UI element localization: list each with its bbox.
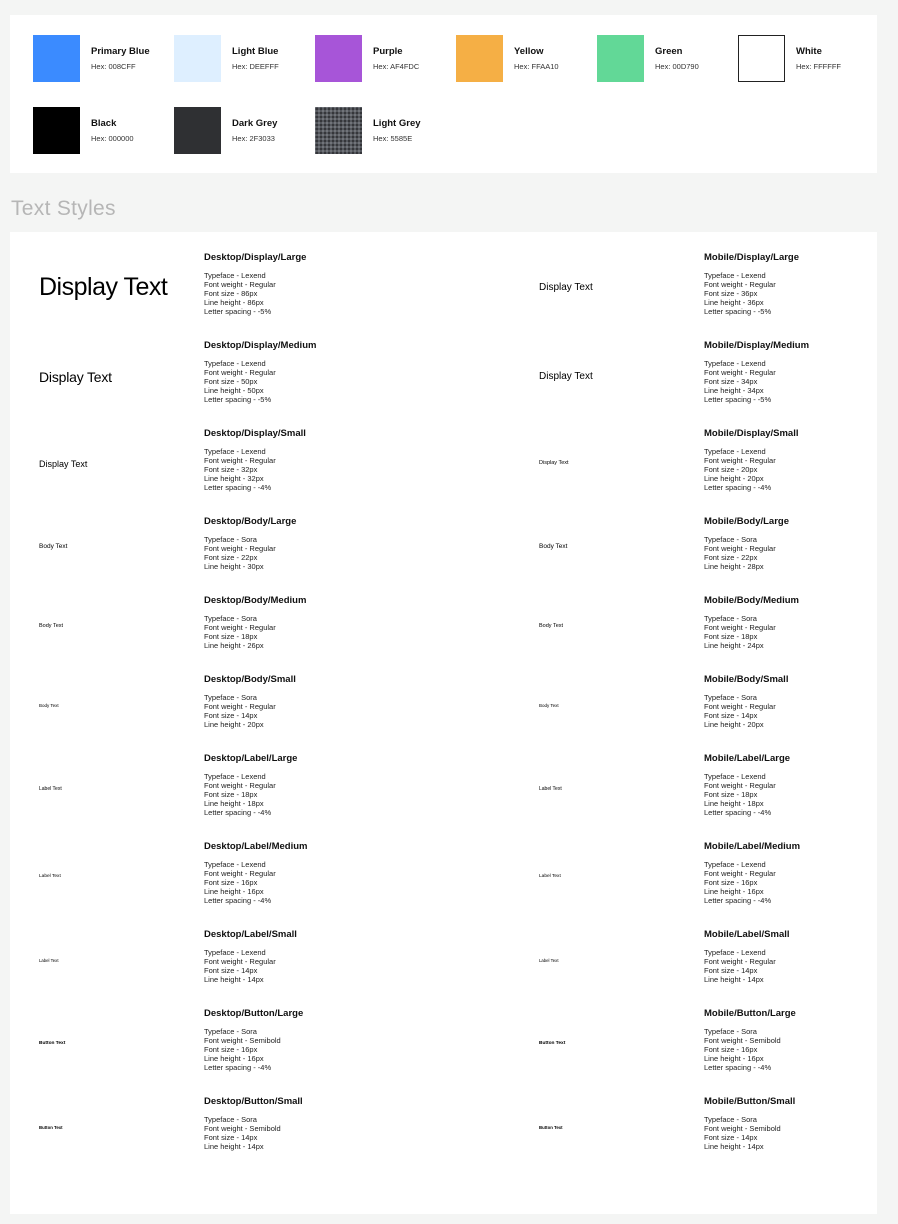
style-name: Mobile/Button/Large (704, 1008, 796, 1019)
desktop-sample-text: Display Text (39, 459, 88, 469)
color-swatch-light-grey (315, 107, 445, 154)
style-spec-line: Font size - 14px (204, 1133, 258, 1142)
style-spec-line: Font weight - Regular (204, 544, 276, 553)
style-name: Mobile/Label/Small (704, 929, 790, 940)
style-name: Desktop/Display/Large (204, 252, 307, 263)
mobile-style-spec (704, 841, 874, 905)
style-spec-line: Font size - 16px (204, 878, 258, 887)
style-spec-line: Letter spacing - -4% (204, 896, 272, 905)
style-name: Mobile/Body/Medium (704, 595, 799, 606)
color-name: Primary Blue (91, 46, 150, 57)
color-swatch-light-blue (174, 35, 304, 82)
style-name: Desktop/Display/Medium (204, 340, 317, 351)
desktop-style-spec (204, 1096, 374, 1151)
style-spec-line: Letter spacing - -4% (204, 483, 272, 492)
style-spec-line: Font size - 16px (204, 1045, 258, 1054)
style-spec-line: Font weight - Regular (704, 368, 776, 377)
style-spec-line: Line height - 30px (204, 562, 264, 571)
desktop-sample-text: Button Text (39, 1041, 66, 1046)
desktop-sample-text: Label Text (39, 786, 62, 792)
mobile-sample-text: Display Text (539, 282, 593, 293)
desktop-style-spec (204, 841, 374, 905)
style-spec-line: Font weight - Regular (704, 623, 776, 632)
style-spec-line: Typeface - Lexend (204, 271, 266, 280)
style-spec-line: Font size - 14px (204, 711, 258, 720)
style-name: Desktop/Button/Small (204, 1096, 303, 1107)
style-spec-line: Letter spacing - -5% (204, 307, 272, 316)
style-name: Desktop/Button/Large (204, 1008, 304, 1019)
style-spec-line: Typeface - Lexend (204, 359, 266, 368)
style-spec-line: Font size - 14px (704, 966, 758, 975)
desktop-sample-text: Label Text (39, 874, 61, 879)
style-spec-line: Line height - 14px (204, 975, 264, 984)
desktop-style-spec (204, 595, 374, 650)
desktop-style-spec (204, 674, 374, 729)
style-spec-line: Line height - 16px (704, 887, 764, 896)
style-spec-line: Font size - 18px (204, 632, 258, 641)
style-spec-line: Font weight - Regular (204, 781, 276, 790)
mobile-style-spec (704, 753, 874, 817)
color-chip (315, 35, 362, 82)
color-swatch-purple (315, 35, 445, 82)
style-spec-line: Typeface - Sora (204, 693, 257, 702)
desktop-sample-text: Body Text (39, 703, 59, 708)
style-spec-line: Font size - 22px (704, 553, 758, 562)
color-chip (738, 35, 785, 82)
style-spec-line: Font size - 20px (704, 465, 758, 474)
color-chip (597, 35, 644, 82)
style-spec-line: Font size - 14px (704, 711, 758, 720)
color-swatch-yellow (456, 35, 586, 82)
color-name: White (796, 46, 822, 57)
color-name: Light Grey (373, 118, 421, 129)
style-spec-line: Letter spacing - -5% (704, 395, 772, 404)
color-swatch-green (597, 35, 727, 82)
desktop-style-spec (204, 428, 374, 492)
style-spec-line: Font size - 50px (204, 377, 258, 386)
style-spec-line: Font size - 22px (204, 553, 258, 562)
style-spec-line: Font weight - Regular (204, 368, 276, 377)
style-spec-line: Font size - 18px (704, 632, 758, 641)
style-spec-line: Font size - 86px (204, 289, 258, 298)
style-spec-line: Line height - 34px (704, 386, 764, 395)
color-swatch-dark-grey (174, 107, 304, 154)
style-spec-line: Typeface - Sora (704, 535, 757, 544)
style-spec-line: Letter spacing - -4% (704, 1063, 772, 1072)
style-name: Mobile/Display/Small (704, 428, 799, 439)
style-spec-line: Letter spacing - -5% (704, 307, 772, 316)
style-spec-line: Line height - 26px (204, 641, 264, 650)
style-spec-line: Typeface - Lexend (704, 359, 766, 368)
style-spec-line: Line height - 18px (204, 799, 264, 808)
style-spec-line: Line height - 86px (204, 298, 264, 307)
style-spec-line: Line height - 16px (704, 1054, 764, 1063)
style-spec-line: Font size - 32px (204, 465, 258, 474)
color-name: Purple (373, 46, 403, 57)
style-name: Desktop/Display/Small (204, 428, 306, 439)
color-palette-panel (10, 15, 877, 173)
color-hex: Hex: AF4FDC (373, 62, 420, 71)
style-spec-line: Line height - 14px (204, 1142, 264, 1151)
style-spec-line: Typeface - Lexend (704, 271, 766, 280)
mobile-style-spec (704, 252, 874, 316)
mobile-style-spec (704, 1096, 874, 1151)
style-spec-line: Font weight - Regular (704, 456, 776, 465)
mobile-sample-text: Label Text (539, 786, 562, 792)
style-spec-line: Typeface - Sora (204, 535, 257, 544)
style-spec-line: Typeface - Sora (704, 693, 757, 702)
style-spec-line: Font weight - Semibold (204, 1036, 281, 1045)
text-styles-panel (10, 232, 877, 1214)
style-spec-line: Font weight - Regular (204, 623, 276, 632)
color-chip (315, 107, 362, 154)
style-spec-line: Typeface - Lexend (204, 772, 266, 781)
style-spec-line: Line height - 16px (204, 887, 264, 896)
mobile-sample-text: Label Text (539, 958, 559, 963)
style-name: Desktop/Label/Large (204, 753, 298, 764)
desktop-sample-text: Body Text (39, 623, 64, 629)
mobile-sample-text: Body Text (539, 543, 568, 550)
color-chip (174, 107, 221, 154)
mobile-style-spec (704, 674, 874, 729)
color-chip (33, 107, 80, 154)
style-spec-line: Typeface - Lexend (704, 948, 766, 957)
desktop-style-spec (204, 1008, 374, 1072)
mobile-style-spec (704, 595, 874, 650)
mobile-sample-text: Label Text (539, 874, 561, 879)
desktop-sample-text: Body Text (39, 543, 68, 550)
color-hex: Hex: DEEFFF (232, 62, 279, 71)
style-spec-line: Typeface - Sora (204, 1027, 257, 1036)
style-spec-line: Typeface - Sora (704, 1115, 757, 1124)
style-spec-line: Letter spacing - -4% (704, 808, 772, 817)
style-spec-line: Font size - 34px (704, 377, 758, 386)
style-spec-line: Font weight - Semibold (704, 1124, 781, 1133)
mobile-sample-text: Button Text (539, 1125, 563, 1130)
style-spec-line: Line height - 20px (704, 474, 764, 483)
desktop-sample-text: Label Text (39, 958, 59, 963)
style-name: Desktop/Body/Large (204, 516, 297, 527)
style-spec-line: Typeface - Lexend (204, 860, 266, 869)
desktop-style-spec (204, 753, 374, 817)
style-spec-line: Typeface - Sora (204, 614, 257, 623)
color-name: Light Blue (232, 46, 279, 57)
style-name: Desktop/Body/Medium (204, 595, 307, 606)
style-spec-line: Letter spacing - -4% (204, 808, 272, 817)
style-spec-line: Font weight - Semibold (704, 1036, 781, 1045)
style-spec-line: Font weight - Regular (204, 957, 276, 966)
desktop-sample-text: Button Text (39, 1125, 63, 1130)
style-spec-line: Font weight - Regular (204, 280, 276, 289)
style-spec-line: Font size - 14px (204, 966, 258, 975)
style-name: Mobile/Display/Medium (704, 340, 810, 351)
section-title: Text Styles (11, 197, 116, 220)
color-hex: Hex: FFAA10 (514, 62, 559, 71)
style-spec-line: Font size - 16px (704, 878, 758, 887)
color-swatch-black (33, 107, 163, 154)
style-spec-line: Font weight - Regular (704, 702, 776, 711)
mobile-sample-text: Body Text (539, 623, 564, 629)
style-spec-line: Typeface - Sora (204, 1115, 257, 1124)
style-spec-line: Typeface - Lexend (204, 948, 266, 957)
color-hex: Hex: 2F3033 (232, 134, 275, 143)
style-spec-line: Font size - 16px (704, 1045, 758, 1054)
color-hex: Hex: FFFFFF (796, 62, 841, 71)
desktop-style-spec (204, 516, 374, 571)
style-name: Mobile/Display/Large (704, 252, 800, 263)
color-hex: Hex: 008CFF (91, 62, 136, 71)
style-name: Mobile/Label/Large (704, 753, 791, 764)
style-name: Mobile/Body/Large (704, 516, 789, 527)
style-spec-line: Font weight - Regular (704, 544, 776, 553)
style-spec-line: Font weight - Regular (204, 869, 276, 878)
mobile-style-spec (704, 516, 874, 571)
style-spec-line: Line height - 16px (204, 1054, 264, 1063)
style-spec-line: Typeface - Sora (704, 1027, 757, 1036)
mobile-style-spec (704, 1008, 874, 1072)
color-hex: Hex: 000000 (91, 134, 134, 143)
desktop-sample-text: Display Text (39, 369, 112, 385)
desktop-style-spec (204, 929, 374, 984)
style-name: Desktop/Label/Small (204, 929, 297, 940)
color-name: Dark Grey (232, 118, 278, 129)
style-name: Mobile/Button/Small (704, 1096, 796, 1107)
mobile-style-spec (704, 929, 874, 984)
style-spec-line: Font weight - Regular (704, 957, 776, 966)
style-spec-line: Font weight - Regular (704, 280, 776, 289)
mobile-style-spec (704, 428, 874, 492)
style-spec-line: Line height - 24px (704, 641, 764, 650)
style-spec-line: Typeface - Sora (704, 614, 757, 623)
color-hex: Hex: 5585E (373, 134, 413, 143)
style-spec-line: Typeface - Lexend (704, 772, 766, 781)
style-spec-line: Line height - 50px (204, 386, 264, 395)
style-spec-line: Line height - 14px (704, 975, 764, 984)
style-spec-line: Line height - 20px (704, 720, 764, 729)
color-chip (174, 35, 221, 82)
color-name: Black (91, 118, 117, 129)
desktop-style-spec (204, 340, 374, 404)
style-name: Mobile/Body/Small (704, 674, 789, 685)
style-spec-line: Typeface - Lexend (704, 860, 766, 869)
mobile-sample-text: Button Text (539, 1041, 566, 1046)
style-spec-line: Font weight - Semibold (204, 1124, 281, 1133)
style-spec-line: Font weight - Regular (704, 781, 776, 790)
style-name: Desktop/Body/Small (204, 674, 296, 685)
style-spec-line: Font weight - Regular (704, 869, 776, 878)
style-spec-line: Line height - 32px (204, 474, 264, 483)
style-spec-line: Line height - 14px (704, 1142, 764, 1151)
color-chip (33, 35, 80, 82)
color-name: Green (655, 46, 683, 57)
style-spec-line: Letter spacing - -5% (204, 395, 272, 404)
style-name: Mobile/Label/Medium (704, 841, 801, 852)
style-spec-line: Font size - 36px (704, 289, 758, 298)
color-swatch-white (738, 35, 868, 82)
style-spec-line: Letter spacing - -4% (704, 896, 772, 905)
color-name: Yellow (514, 46, 544, 57)
style-spec-line: Line height - 28px (704, 562, 764, 571)
style-spec-line: Font weight - Regular (204, 702, 276, 711)
style-spec-line: Font weight - Regular (204, 456, 276, 465)
desktop-style-spec (204, 252, 374, 316)
color-hex: Hex: 00D790 (655, 62, 699, 71)
style-spec-line: Line height - 20px (204, 720, 264, 729)
mobile-sample-text: Display Text (539, 371, 593, 382)
style-name: Desktop/Label/Medium (204, 841, 308, 852)
style-spec-line: Typeface - Lexend (204, 447, 266, 456)
mobile-sample-text: Display Text (539, 460, 569, 466)
mobile-sample-text: Body Text (539, 703, 559, 708)
mobile-style-spec (704, 340, 874, 404)
style-spec-line: Line height - 18px (704, 799, 764, 808)
style-spec-line: Line height - 36px (704, 298, 764, 307)
desktop-sample-text: Display Text (39, 273, 168, 301)
style-spec-line: Letter spacing - -4% (704, 483, 772, 492)
style-spec-line: Font size - 18px (704, 790, 758, 799)
color-swatch-primary-blue (33, 35, 163, 82)
style-spec-line: Typeface - Lexend (704, 447, 766, 456)
style-spec-line: Font size - 18px (204, 790, 258, 799)
color-chip (456, 35, 503, 82)
style-spec-line: Font size - 14px (704, 1133, 758, 1142)
style-spec-line: Letter spacing - -4% (204, 1063, 272, 1072)
